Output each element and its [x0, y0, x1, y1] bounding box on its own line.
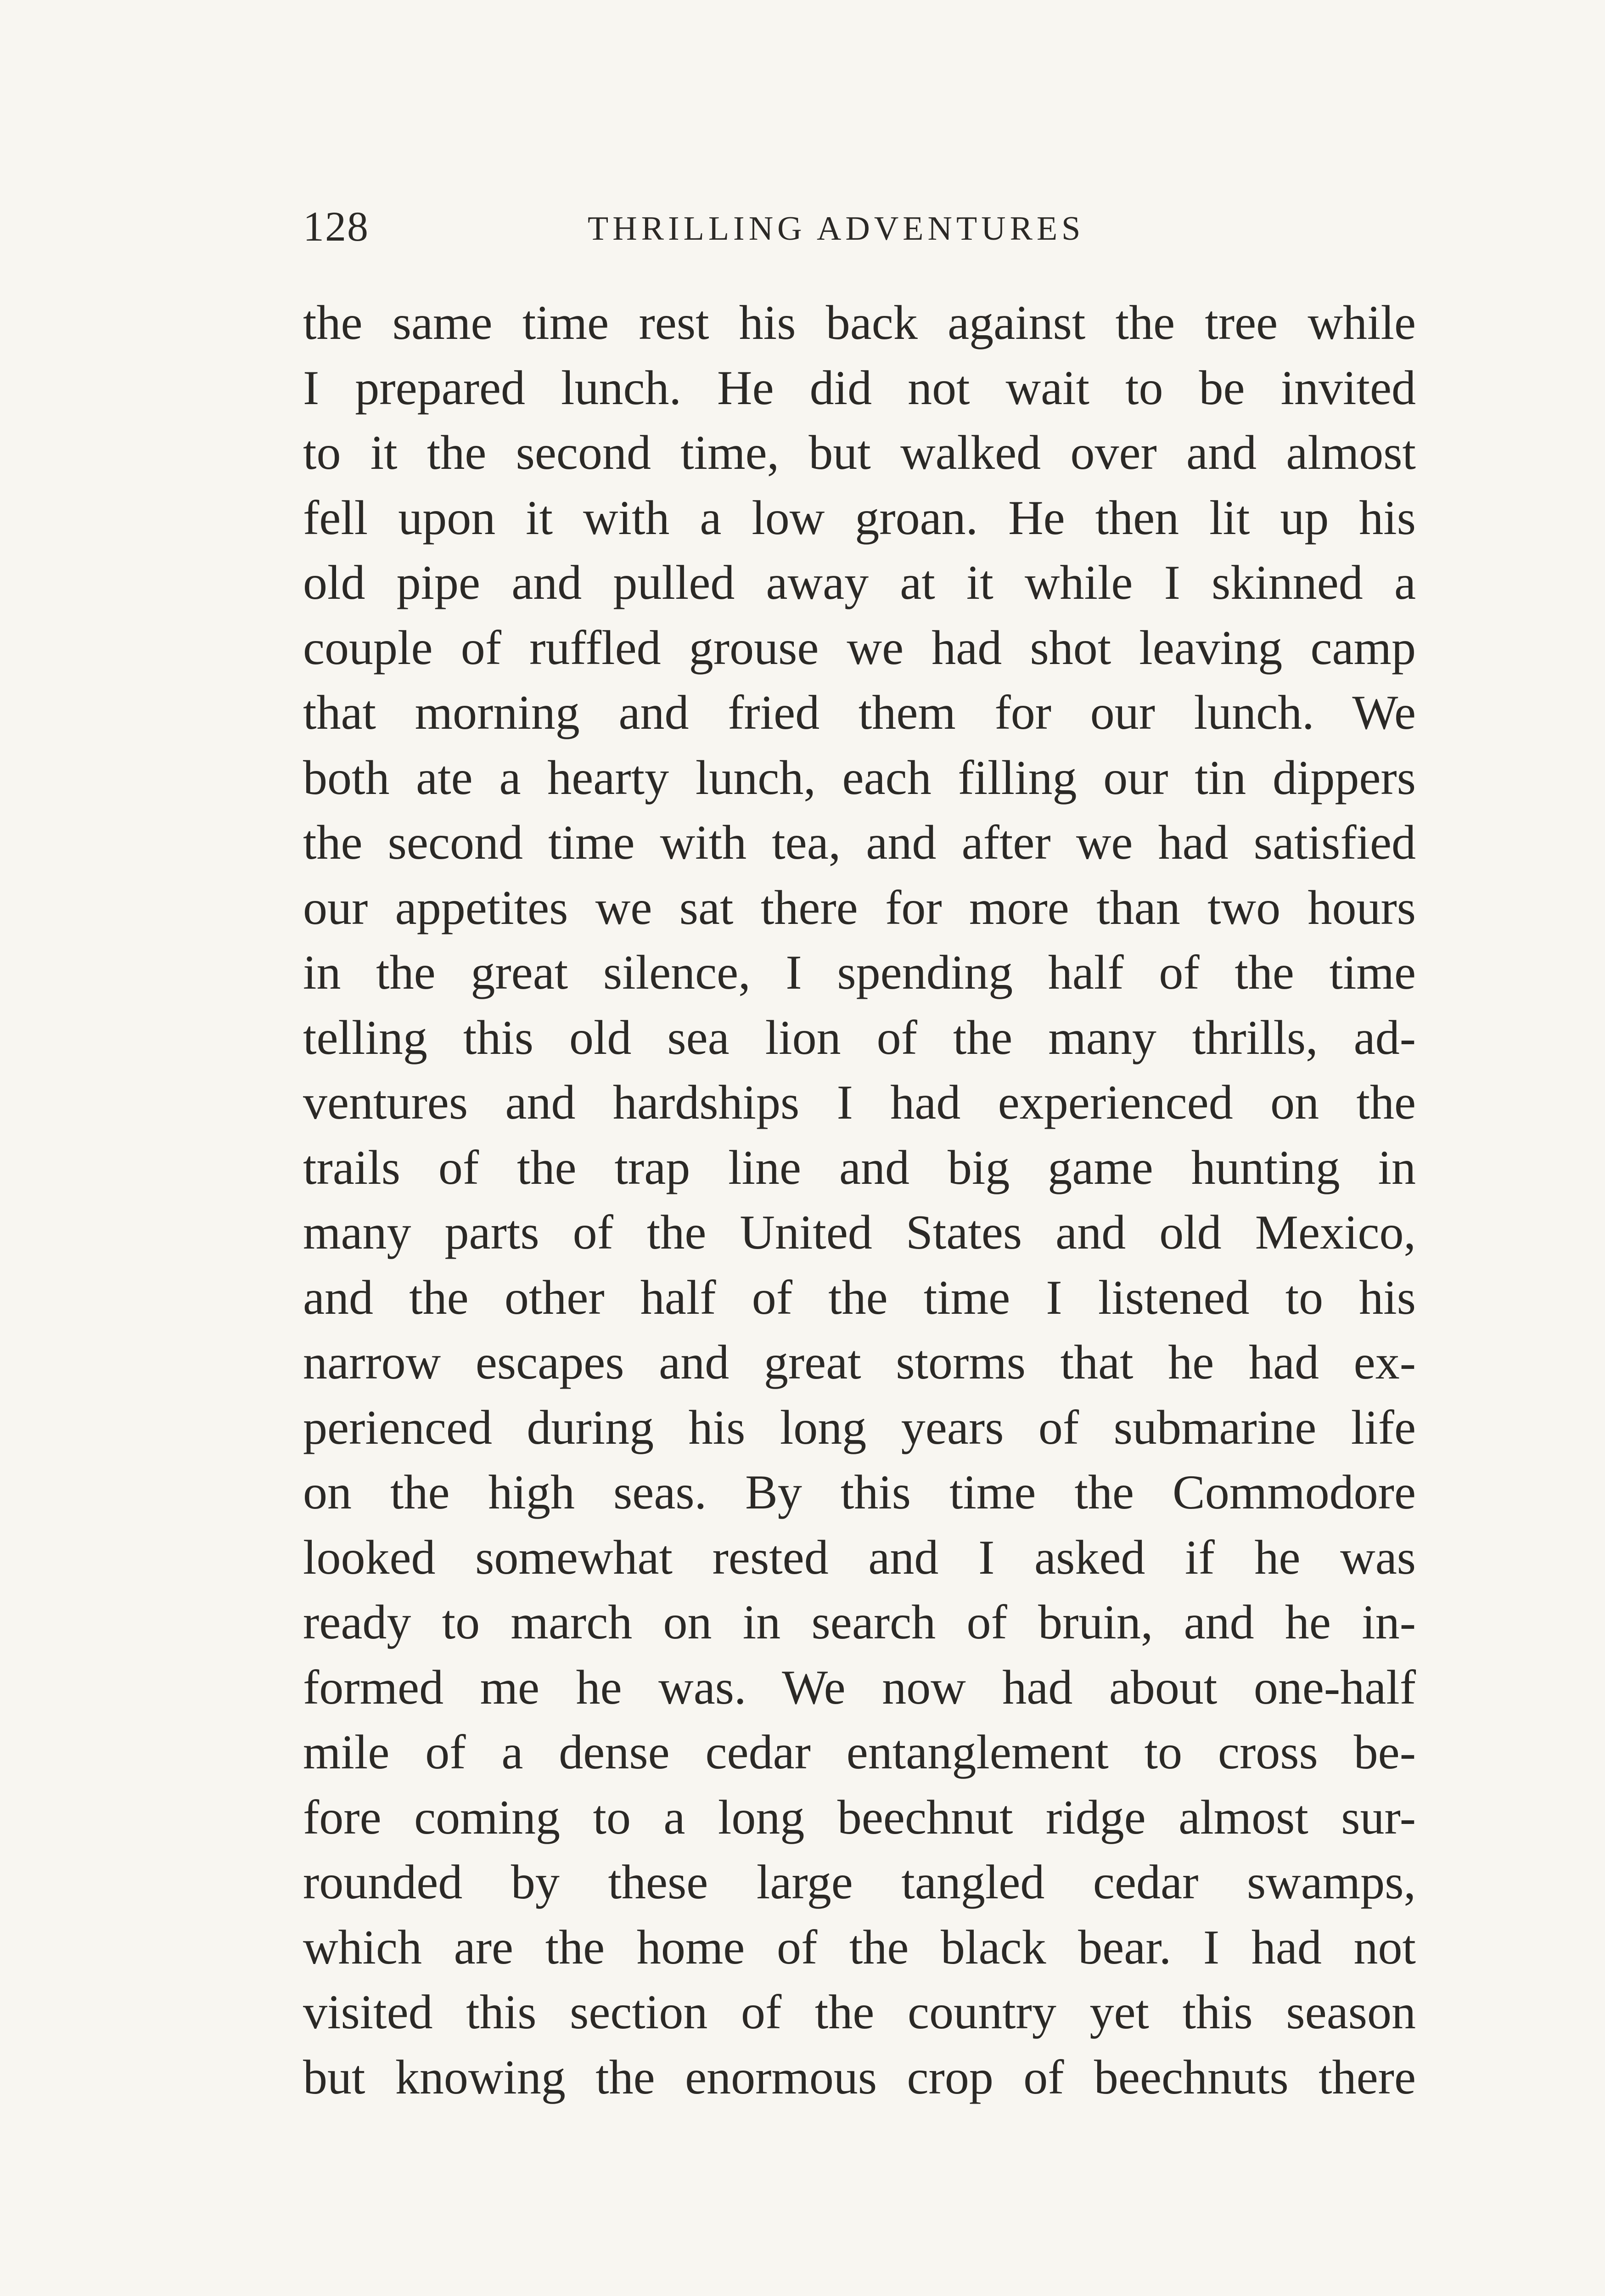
text-line: perienced during his long years of submarine life — [303, 1400, 1416, 1454]
text-line: rounded by these large tangled cedar swamps, — [303, 1855, 1416, 1909]
text-line: in the great silence, I spending half of the time — [303, 945, 1416, 999]
text-line: ready to march on in search of bruin, and he in- — [303, 1595, 1416, 1649]
text-line: both ate a hearty lunch, each filling our tin dippers — [303, 750, 1416, 805]
text-line: I prepared lunch. He did not wait to be invited — [303, 360, 1416, 415]
text-line: narrow escapes and great storms that he had ex- — [303, 1335, 1416, 1389]
text-line: visited this section of the country yet this season — [303, 1985, 1416, 2039]
running-header — [303, 202, 1129, 257]
text-line: old pipe and pulled away at it while I skinned a — [303, 556, 1416, 609]
text-line: our appetites we sat there for more than two hours — [303, 880, 1416, 934]
text-line: which are the home of the black bear. I had not — [303, 1920, 1416, 1974]
text-line: many parts of the United States and old Mexico, — [303, 1205, 1416, 1259]
text-line: looked somewhat rested and I asked if he was — [303, 1530, 1416, 1584]
body-text — [303, 290, 1416, 2110]
text-line: to it the second time, but walked over and almost — [303, 426, 1416, 479]
text-line: fell upon it with a low groan. He then lit up his — [303, 490, 1416, 545]
text-line: couple of ruffled grouse we had shot leaving camp — [303, 620, 1416, 675]
text-line: and the other half of the time I listened to his — [303, 1270, 1416, 1324]
text-line: the second time with tea, and after we had satisfied — [303, 816, 1416, 869]
text-line: formed me he was. We now had about one-half — [303, 1660, 1416, 1714]
text-line: fore coming to a long beechnut ridge almost sur- — [303, 1790, 1416, 1844]
text-line: but knowing the enormous crop of beechnuts there — [303, 2050, 1416, 2104]
text-line: trails of the trap line and big game hunting in — [303, 1140, 1416, 1194]
text-line: that morning and fried them for our lunch. We — [303, 686, 1416, 739]
text-line: telling this old sea lion of the many thrills, ad- — [303, 1010, 1416, 1064]
text-line: on the high seas. By this time the Commodore — [303, 1465, 1416, 1519]
text-line: mile of a dense cedar entanglement to cross be- — [303, 1725, 1416, 1779]
text-line: the same time rest his back against the tree while — [303, 296, 1416, 349]
running-title: THRILLING ADVENTURES — [588, 210, 1085, 248]
text-line: ventures and hardships I had experienced on the — [303, 1075, 1416, 1129]
page-number: 128 — [303, 203, 369, 250]
